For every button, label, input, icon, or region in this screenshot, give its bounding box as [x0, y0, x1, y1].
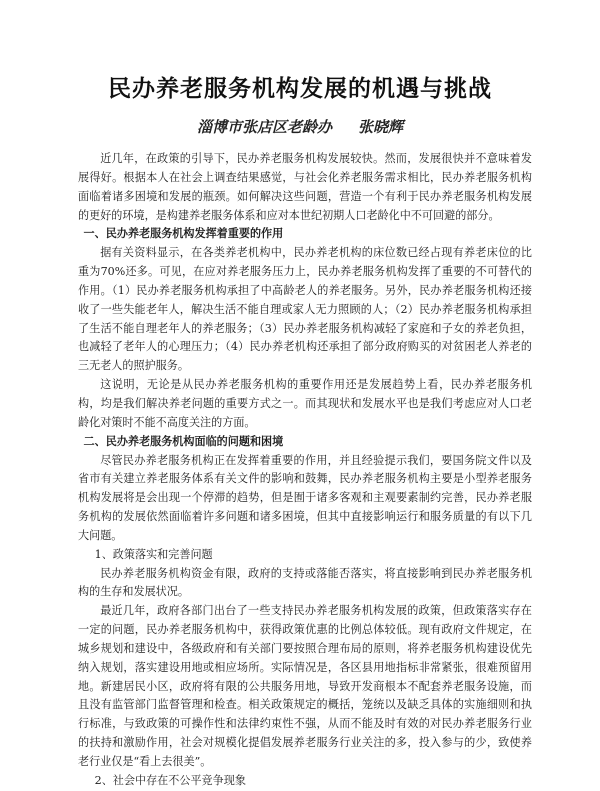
- author-org: 淄博市张店区老龄办: [196, 118, 332, 136]
- subsection-2-heading: 2、社会中存在不公平竞争现象: [94, 773, 246, 787]
- intro-paragraph: 近几年，在政策的引导下，民办养老服务机构发展较快。然而，发展很快并不意味着发展得好。根据本人在社会上调查结果感觉，与社会化养老服务需求相比，民办养老服务机构面临着诸多困境和发展的瓶颈。如何解决这些问题，营造一个有利于民办养老服务机构发展的更好的环境，是构建养老服务体系和应对本世纪初期人口老龄化中不可回避的部分。: [78, 152, 532, 222]
- subsection-1-heading: 1、政策落实和完善问题: [94, 547, 213, 561]
- article-title: 民办养老服务机构发展的机遇与挑战: [108, 75, 492, 102]
- author-line: [0, 116, 600, 137]
- section-1-heading: 一、民办养老服务机构发挥着重要的作用: [83, 227, 284, 241]
- section-1-paragraph-1: 据有关资料显示，在各类养老机构中，民办养老机构的床位数已经占现有养老床位的比重为70%还多。可见，在应对养老服务压力上，民办养老服务机构发挥了重要的不可替代的作用。（1）民办养老服务机构承担了中高龄老人的养老服务。另外，民办养老服务机构还接收了一些失能老年人，解决生活不能自理或家人无力照顾的人；（2）民办养老服务机构承担了生活不能自理老年人的养老服务；（3）民办养老服务机构减轻了家庭和子女的养老负担，也减轻了老年人的心理压力；（4）民办养老机构还承担了部分政府购买的对贫困老人养老的三无老人的照护服务。: [78, 246, 532, 373]
- subsection-1-paragraph-1: 民办养老服务机构资金有限，政府的支持或落能否落实，将直接影响到民办养老服务机构的生存和发展状况。: [78, 566, 532, 599]
- section-2-paragraph-1: 尽管民办养老服务机构正在发挥着重要的作用，并且经验提示我们，要国务院文件以及省市有关建立养老服务体系有关文件的影响和鼓舞，民办养老服务机构主要是小型养老服务机构发展将是会出现一个停滞的趋势，但是囿于诸多客观和主观要素制约完善，民办养老服务机构的发展依然面临着许多问题和诸多困境，但其中直接影响运行和服务质量的有以下几大问题。: [78, 453, 532, 542]
- section-1-paragraph-2: 这说明，无论是从民办养老服务机构的重要作用还是发展趋势上看，民办养老服务机构，均是我们解决养老问题的重要方式之一。而其现状和发展水平也是我们考虑应对人口老龄化对策时不能不高度关注的方面。: [78, 378, 532, 429]
- author-name: 张晓辉: [358, 118, 404, 136]
- article-body: [78, 150, 532, 791]
- section-2-heading: 二、民办养老服务机构面临的问题和困境: [83, 434, 284, 448]
- subsection-1-paragraph-2: 最近几年，政府各部门出台了一些支持民办养老服务机构发展的政策，但政策落实存在一定的问题，民办养老服务机构中，获得政策优惠的比例总体较低。现有政府文件规定，在城乡规划和建设中，各级政府和有关部门要按照合理布局的原则，将养老服务机构建设优先纳入规划，落实建设用地或相应场所。实际情况是，各区县用地指标非常紧张，很难预留用地。新建居民小区，政府将有限的公共服务用地，导致开发商根本不配套养老服务设施，而且没有监管部门监督管理和检查。相关政策规定的概括，笼统以及缺乏具体的实施细则和执行标准，与致政策的可操作性和法律约束性不强，从而不能及时有效的对民办养老服务行业的扶持和激励作用，社会对规模化提倡发展养老服务行业关注的多，投入参与的少，致使养老行业仅是“看上去很美”。: [78, 604, 532, 768]
